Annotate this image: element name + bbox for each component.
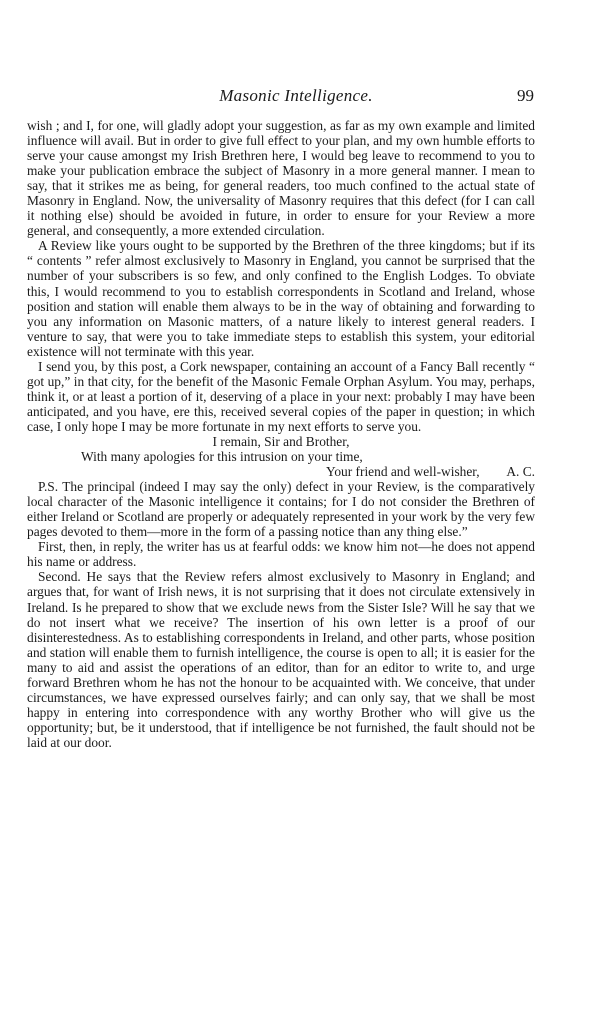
reply-paragraph-1: First, then, in reply, the writer has us at fearful odds: we know him not—he does not append his name or address. [27, 539, 535, 570]
letter-postscript: P.S. The principal (indeed I may say the only) defect in your Review, is the comparatively local character of the Masonic intelligence it contains; for I do not consider the Brethren of either Ireland or Scotland are properly or adequately represented in your work by the very few pages devoted to them—more in the form of a passing notice than any thing else.” [27, 479, 535, 540]
letter-closing-2: With many apologies for this intrusion on your time, [81, 449, 363, 465]
body-text [27, 118, 535, 750]
reply-paragraph-2: Second. He says that the Review refers almost exclusively to Masonry in England; and argues that, for want of Irish news, it is not surprising that it does not circulate extensively in Ireland. Is he prepared to show that we exclude news from the Sister Isle? Will he say that we do not insert what we receive? The insertion of his own letter is a proof of our disinterestedness. As to establishing correspondents in Ireland, and other parts, whose position and station will enable them to furnish intelligence, the course is open to all; it is easier for the many to aid and assist the operations of an editor, than for an editor to write to, and urge forward Brethren whom he has not the honour to be acquainted with. We conceive, that under circumstances, we have expressed ourselves fairly; and can only say, that we shall be most happy in entering into correspondence with any worthy Brother who will give us the opportunity; but, be it understood, that if intelligence be not furnished, the fault should not be laid at our door. [27, 569, 535, 750]
running-header [30, 86, 562, 108]
letter-paragraph-1: wish ; and I, for one, will gladly adopt your suggestion, as far as my own example and limited influence will avail. But in order to give full effect to your plan, and my own humble efforts to serve your cause amongst my Irish Brethren here, I would beg leave to recommend to you to make your publication embrace the subject of Masonry in a more general manner. I mean to say, that it strikes me as being, for general readers, too much confined to the actual state of Masonry in England. Now, the universality of Masonry requires that this defect (for I can call it nothing else) should be avoided in future, in order to ensure for your Review a more general, and consequently, a more extended circulation. [27, 118, 535, 239]
running-title: Masonic Intelligence. [219, 86, 373, 105]
letter-closing-1: I remain, Sir and Brother, [212, 433, 350, 449]
letter-signature: Your friend and well-wisher, A. C. [326, 464, 535, 480]
page-number: 99 [517, 86, 534, 105]
letter-paragraph-3: I send you, by this post, a Cork newspaper, containing an account of a Fancy Ball recently “ got up,” in that city, for the benefit of the Masonic Female Orphan Asylum. You may, perhaps, think it, or at least a portion of it, deserving of a place in your next: probably I may have been anticipated, and you have, ere this, received several copies of the paper in question; in which case, I only hope I may be more fortunate in my next efforts to serve you. [27, 358, 535, 434]
letter-paragraph-2: A Review like yours ought to be supported by the Brethren of the three kingdoms; but if its “ contents ” refer almost exclusively to Masonry in England, you cannot be surprised that the number of your subscribers is so few, and only confined to the English Lodges. To obviate this, I would recommend to you to establish correspondents in Scotland and Ireland, whose position and station will enable them always to be in the way of obtaining and forwarding to you any information on Masonic matters, of a nature likely to interest general readers. I venture to say, that were you to take immediate steps to establish this system, your editorial existence will not terminate with this year. [27, 238, 535, 359]
